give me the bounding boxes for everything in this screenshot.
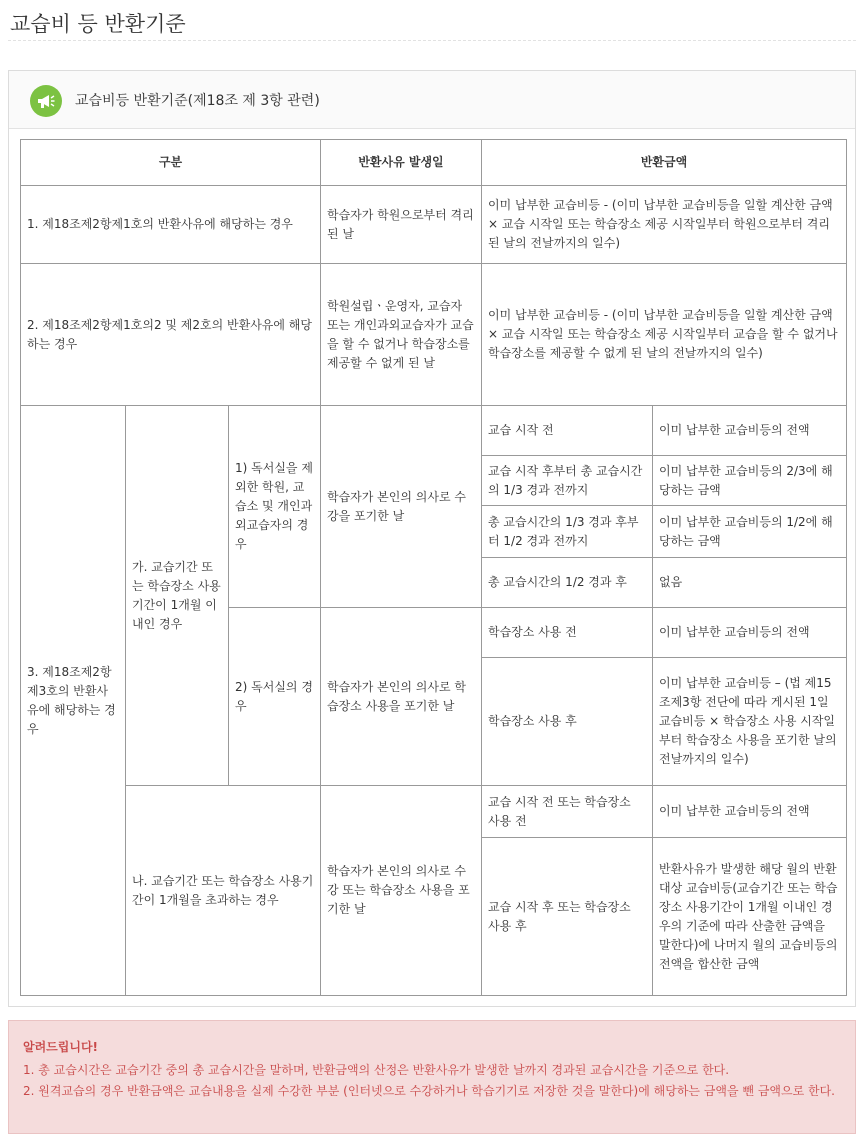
notice-box	[8, 1020, 856, 1134]
panel-title: 교습비등 반환기준(제18조 제 3항 관련)	[75, 93, 320, 109]
refund-table	[20, 139, 847, 996]
megaphone-icon	[30, 85, 62, 117]
refund-when: 교습 시작 전 또는 학습장소 사용 전	[482, 786, 653, 838]
row3-na-label: 나. 교습기간 또는 학습장소 사용기간이 1개월을 초과하는 경우	[126, 786, 321, 996]
header-category: 구분	[21, 140, 321, 186]
header-occurrence: 반환사유 발생일	[321, 140, 482, 186]
notice-title: 알려드립니다!	[23, 1040, 99, 1054]
refund-amount: 이미 납부한 교습비등의 전액	[653, 608, 847, 658]
refund-amount: 없음	[653, 558, 847, 608]
refund-amount: 이미 납부한 교습비등의 전액	[653, 406, 847, 456]
notice-line: 1. 총 교습시간은 교습기간 중의 총 교습시간을 말하며, 반환금액의 산정은 반환사유가 발생한 날까지 경과된 교습시간을 기준으로 한다.	[23, 1063, 730, 1077]
table-row	[21, 406, 847, 456]
refund-standard-panel	[8, 70, 856, 1007]
notice-line: 2. 원격교습의 경우 반환금액은 교습내용을 실제 수강한 부분 (인터넷으로 수강하거나 학습기기로 저장한 것을 말한다)에 해당하는 금액을 뺀 금액으로 한다.	[23, 1084, 835, 1098]
refund-when: 학습장소 사용 전	[482, 608, 653, 658]
refund-when: 교습 시작 후부터 총 교습시간의 1/3 경과 전까지	[482, 456, 653, 506]
refund-amount: 반환사유가 발생한 해당 월의 반환 대상 교습비등(교습기간 또는 학습장소 사용기간이 1개월 이내인 경우의 기준에 따라 산출한 금액을 말한다)에 나머지 월의 교습비등의 전액을 합산한 금액	[653, 838, 847, 996]
header-amount: 반환금액	[482, 140, 847, 186]
row3-na-occurrence: 학습자가 본인의 의사로 수강 또는 학습장소 사용을 포기한 날	[321, 786, 482, 996]
panel-header	[9, 71, 855, 129]
refund-when: 교습 시작 후 또는 학습장소 사용 후	[482, 838, 653, 996]
refund-amount: 이미 납부한 교습비등의 2/3에 해당하는 금액	[653, 456, 847, 506]
row3-ga-sub2-label: 2) 독서실의 경우	[229, 608, 321, 786]
row2-amount: 이미 납부한 교습비등 - (이미 납부한 교습비등을 일할 계산한 금액 × 교습 시작일 또는 학습장소 제공 시작일부터 교습을 할 수 없거나 학습장소를 제공할 수 없게 된 날의 전날까지의 일수)	[482, 264, 847, 406]
refund-amount: 이미 납부한 교습비등의 1/2에 해당하는 금액	[653, 506, 847, 558]
row1-occurrence: 학습자가 학원으로부터 격리된 날	[321, 186, 482, 264]
table-row	[21, 786, 847, 838]
table-row	[21, 186, 847, 264]
title-divider	[8, 40, 856, 41]
table-header-row	[21, 140, 847, 186]
refund-when: 총 교습시간의 1/2 경과 후	[482, 558, 653, 608]
refund-amount: 이미 납부한 교습비등 – (법 제15조제3항 전단에 따라 게시된 1일 교습비등 × 학습장소 사용 시작일부터 학습장소 사용을 포기한 날의 전날까지의 일수)	[653, 658, 847, 786]
page-title: 교습비 등 반환기준	[10, 12, 186, 36]
table-row	[21, 264, 847, 406]
row3-category: 3. 제18조제2항제3호의 반환사유에 해당하는 경우	[21, 406, 126, 996]
row3-ga-sub1-occurrence: 학습자가 본인의 의사로 수강을 포기한 날	[321, 406, 482, 608]
row1-category: 1. 제18조제2항제1호의 반환사유에 해당하는 경우	[21, 186, 321, 264]
refund-when: 학습장소 사용 후	[482, 658, 653, 786]
row3-ga-label: 가. 교습기간 또는 학습장소 사용기간이 1개월 이내인 경우	[126, 406, 229, 786]
refund-when: 총 교습시간의 1/3 경과 후부터 1/2 경과 전까지	[482, 506, 653, 558]
row3-ga-sub1-label: 1) 독서실을 제외한 학원, 교습소 및 개인과외교습자의 경우	[229, 406, 321, 608]
row2-occurrence: 학원설립ㆍ운영자, 교습자 또는 개인과외교습자가 교습을 할 수 없거나 학습장소를 제공할 수 없게 된 날	[321, 264, 482, 406]
row1-amount: 이미 납부한 교습비등 - (이미 납부한 교습비등을 일할 계산한 금액 × 교습 시작일 또는 학습장소 제공 시작일부터 학원으로부터 격리된 날의 전날까지의 일수)	[482, 186, 847, 264]
refund-amount: 이미 납부한 교습비등의 전액	[653, 786, 847, 838]
row3-ga-sub2-occurrence: 학습자가 본인의 의사로 학습장소 사용을 포기한 날	[321, 608, 482, 786]
row2-category: 2. 제18조제2항제1호의2 및 제2호의 반환사유에 해당하는 경우	[21, 264, 321, 406]
refund-when: 교습 시작 전	[482, 406, 653, 456]
